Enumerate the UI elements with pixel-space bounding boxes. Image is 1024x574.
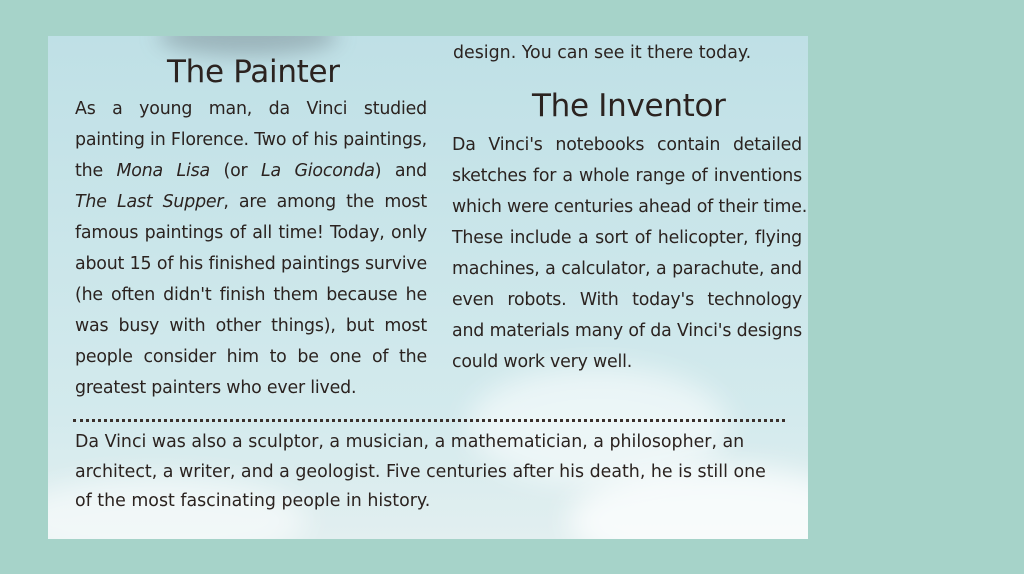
text-line: machines, a calculator, a parachute, and xyxy=(452,259,802,279)
textbook-page xyxy=(48,36,808,539)
text-line: people consider him to be one of the xyxy=(75,347,427,367)
text-fragment: (or xyxy=(209,161,262,181)
text-fragment: ) and xyxy=(374,161,427,181)
text-line: of the most fascinating people in history. xyxy=(75,491,431,511)
text-line: architect, a writer, and a geologist. Five centuries after his death, he is still one xyxy=(75,461,766,482)
text-line: which were centuries ahead of their time. xyxy=(452,197,808,217)
inventor-paragraph xyxy=(452,130,808,378)
text-line xyxy=(75,156,427,187)
text-line: famous paintings of all time! Today, only xyxy=(75,223,427,243)
text-line: was busy with other things), but most xyxy=(75,316,427,336)
italic-title: La Gioconda xyxy=(261,161,375,181)
text-fragment: the xyxy=(75,161,117,181)
italic-title: Mona Lisa xyxy=(116,161,210,181)
text-line: even robots. With today's technology xyxy=(452,290,802,310)
text-line xyxy=(75,187,427,218)
text-line: could work very well. xyxy=(452,352,633,372)
text-line: As a young man, da Vinci studied xyxy=(75,99,427,119)
text-line: and materials many of da Vinci's designs xyxy=(452,321,802,341)
italic-title: The Last Supper xyxy=(75,192,224,212)
painter-paragraph xyxy=(75,94,427,404)
text-line: Da Vinci was also a sculptor, a musician, a mathematician, a philosopher, an xyxy=(75,432,745,452)
text-line: sketches for a whole range of inventions xyxy=(452,166,802,186)
text-line: about 15 of his finished paintings survive xyxy=(75,254,427,274)
text-line: (he often didn't finish them because he xyxy=(75,285,427,305)
top-shadow-decoration xyxy=(158,36,338,56)
conclusion-paragraph xyxy=(75,428,775,517)
continued-text: design. You can see it there today. xyxy=(453,43,752,63)
inventor-heading: The Inventor xyxy=(532,88,726,124)
painter-heading: The Painter xyxy=(167,54,340,90)
text-line: Da Vinci's notebooks contain detailed xyxy=(452,135,802,155)
dotted-divider xyxy=(73,419,785,422)
text-fragment: , are among the most xyxy=(223,192,427,212)
text-line: These include a sort of helicopter, flying xyxy=(452,228,802,248)
text-line: greatest painters who ever lived. xyxy=(75,378,357,398)
text-line: painting in Florence. Two of his paintings, xyxy=(75,130,427,150)
